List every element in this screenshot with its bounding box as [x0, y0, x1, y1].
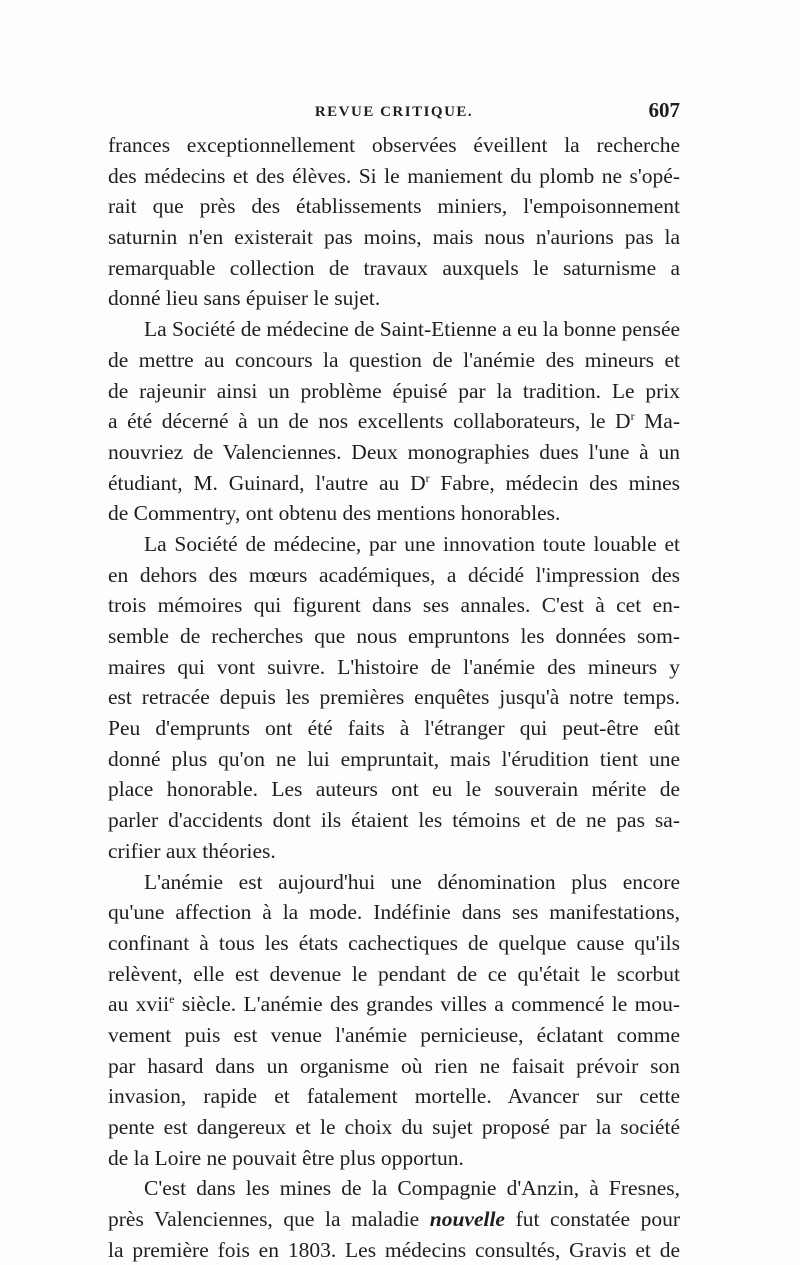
text-line: invasion, rapide et fatalement mortelle. Avancer sur cette — [108, 1084, 680, 1109]
text-line: a été décerné à un de nos excellents collaborateurs, le $D^r$ Ma- — [108, 409, 680, 434]
text-line: donné plus qu'on ne lui empruntait, mais l'érudition tient une — [108, 746, 680, 771]
text-line: trois mémoires qui figurent dans ses annales. C'est à cet en- — [108, 593, 680, 618]
text-line: La Société de médecine de Saint-Etienne a eu la bonne pensée — [144, 317, 681, 342]
text-line: des médecins et des élèves. Si le maniement du plomb ne s'opé- — [108, 163, 680, 188]
text-line: la première fois en 1803. Les médecins consultés, Gravis et de — [108, 1237, 680, 1262]
text-line: semble de recherches que nous empruntons les données som- — [108, 624, 680, 648]
text-line: près Valenciennes, que la maladie nouvelle fut constatée pour — [108, 1207, 680, 1232]
text-line: C'est dans les mines de la Compagnie d'Anzin, à Fresnes, — [144, 1176, 680, 1201]
text-line: confinant à tous les états cachectiques de quelque cause qu'ils — [108, 930, 680, 955]
text-line: en dehors des mœurs académiques, a décidé l'impression des — [108, 562, 680, 587]
text-line: place honorable. Les auteurs ont eu le souverain mérite de — [108, 777, 680, 802]
text-line: est retracée depuis les premières enquêtes jusqu'à notre temps. — [108, 685, 680, 710]
text-line: de rajeunir ainsi un problème épuisé par la tradition. Le prix — [108, 378, 680, 403]
text-line: étudiant, M. Guinard, l'autre au $D^r$ Fabre, médecin des mines — [108, 470, 680, 495]
running-title: REVUE CRITIQUE. — [314, 104, 474, 120]
text-line: pente est dangereux et le choix du sujet proposé par la société — [108, 1115, 680, 1139]
text-line: de la Loire ne pouvait être plus opportun. — [108, 1145, 464, 1170]
page-number: 607 — [648, 98, 680, 122]
text-line: de mettre au concours la question de l'anémie des mineurs et — [108, 347, 680, 372]
text-line: Peu d'emprunts ont été faits à l'étranger qui peut-être eût — [108, 716, 680, 741]
text-line: L'anémie est aujourd'hui une dénomination plus encore — [144, 869, 680, 894]
text-line: saturnin n'en existerait pas moins, mais nous n'aurions pas la — [108, 225, 680, 250]
text-line: qu'une affection à la mode. Indéfinie dans ses manifestations, — [108, 900, 680, 925]
text-line: donné lieu sans épuiser le sujet. — [108, 286, 381, 311]
running-header — [108, 98, 680, 128]
text-line: par hasard dans un organisme où rien ne faisait prévoir son — [108, 1053, 680, 1078]
text-line: La Société de médecine, par une innovation toute louable et — [144, 531, 680, 556]
text-line: rait que près des établissements miniers, l'empoisonnement — [108, 194, 680, 219]
text-line: remarquable collection de travaux auxquels le saturnisme a — [108, 255, 680, 280]
body-text — [108, 130, 680, 1265]
text-line: frances exceptionnellement observées éveillent la recherche — [108, 133, 680, 157]
text-line: relèvent, elle est devenue le pendant de ce qu'était le scorbut — [108, 961, 680, 986]
text-line: parler d'accidents dont ils étaient les témoins et de ne pas sa- — [108, 808, 680, 833]
text-line: nouvriez de Valenciennes. Deux monographies dues l'une à un — [108, 439, 680, 464]
text-line: de Commentry, ont obtenu des mentions honorables. — [108, 501, 561, 526]
text-line: maires qui vont suivre. L'histoire de l'anémie des mineurs y — [108, 654, 680, 679]
text-line: au xvii$^e$ siècle. L'anémie des grandes villes a commencé le mou- — [108, 992, 681, 1017]
text-line: vement puis est venue l'anémie pernicieuse, éclatant comme — [108, 1022, 680, 1047]
text-line: crifier aux théories. — [108, 838, 276, 863]
